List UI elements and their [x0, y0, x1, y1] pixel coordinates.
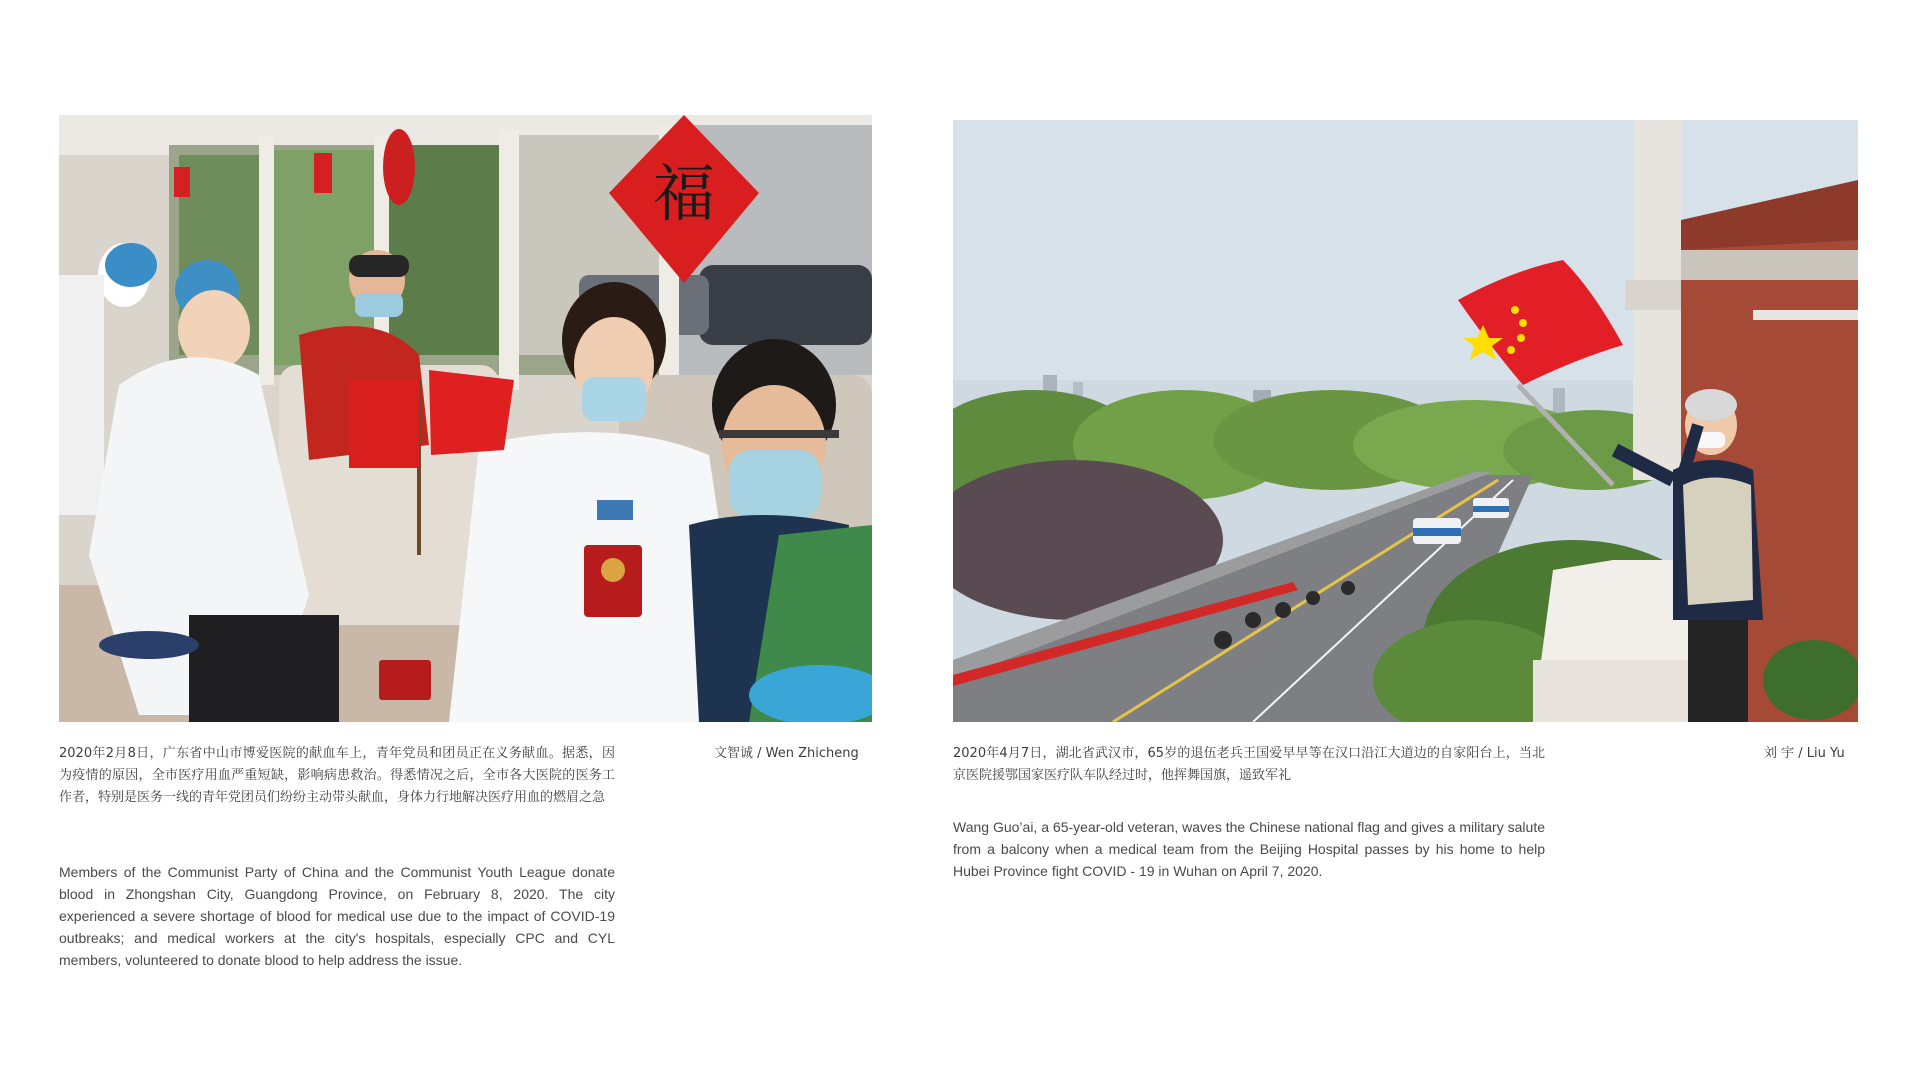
left-photo-credit: 文智诚 / Wen Zhicheng [714, 746, 859, 761]
left-caption-english: Members of the Communist Party of China and the Communist Youth League donate blood in Zhongshan City, Guangdong Province, on February 8, 2020. The city experienced a severe shortage of blood for medical use due to the impact of COVID-19 outbreaks; and medical workers at the city's hospitals, especially CPC and CYL members, volunteered to donate blood to help address the issue. [59, 864, 615, 968]
blood-donation-photo [59, 115, 872, 722]
right-caption-chinese: 2020年4月7日，湖北省武汉市，65岁的退伍老兵王国爱早早等在汉口沿江大道边的自家阳台上，当北京医院援鄂国家医疗队车队经过时，他挥舞国旗，遥致军礼 [953, 746, 1545, 783]
fu-character: 福 [652, 157, 716, 230]
right-caption-english: Wang Guo’ai, a 65-year-old veteran, waves the Chinese national flag and gives a military salute from a balcony when a medical team from the Beijing Hospital passes by his home to help Hubei Province fight COVID - 19 in Wuhan on April 7, 2020. [953, 819, 1545, 879]
right-photo-credit: 刘 宇 / Liu Yu [1764, 746, 1845, 761]
veteran-balcony-photo [953, 120, 1858, 722]
left-caption-chinese: 2020年2月8日，广东省中山市博爱医院的献血车上，青年党员和团员正在义务献血。据悉，因为疫情的原因，全市医疗用血严重短缺，影响病患救治。得悉情况之后，全市各大医院的医务工作者，特别是医务一线的青年党团员们纷纷主动带头献血，身体力行地解决医疗用血的燃眉之急 [59, 746, 615, 805]
